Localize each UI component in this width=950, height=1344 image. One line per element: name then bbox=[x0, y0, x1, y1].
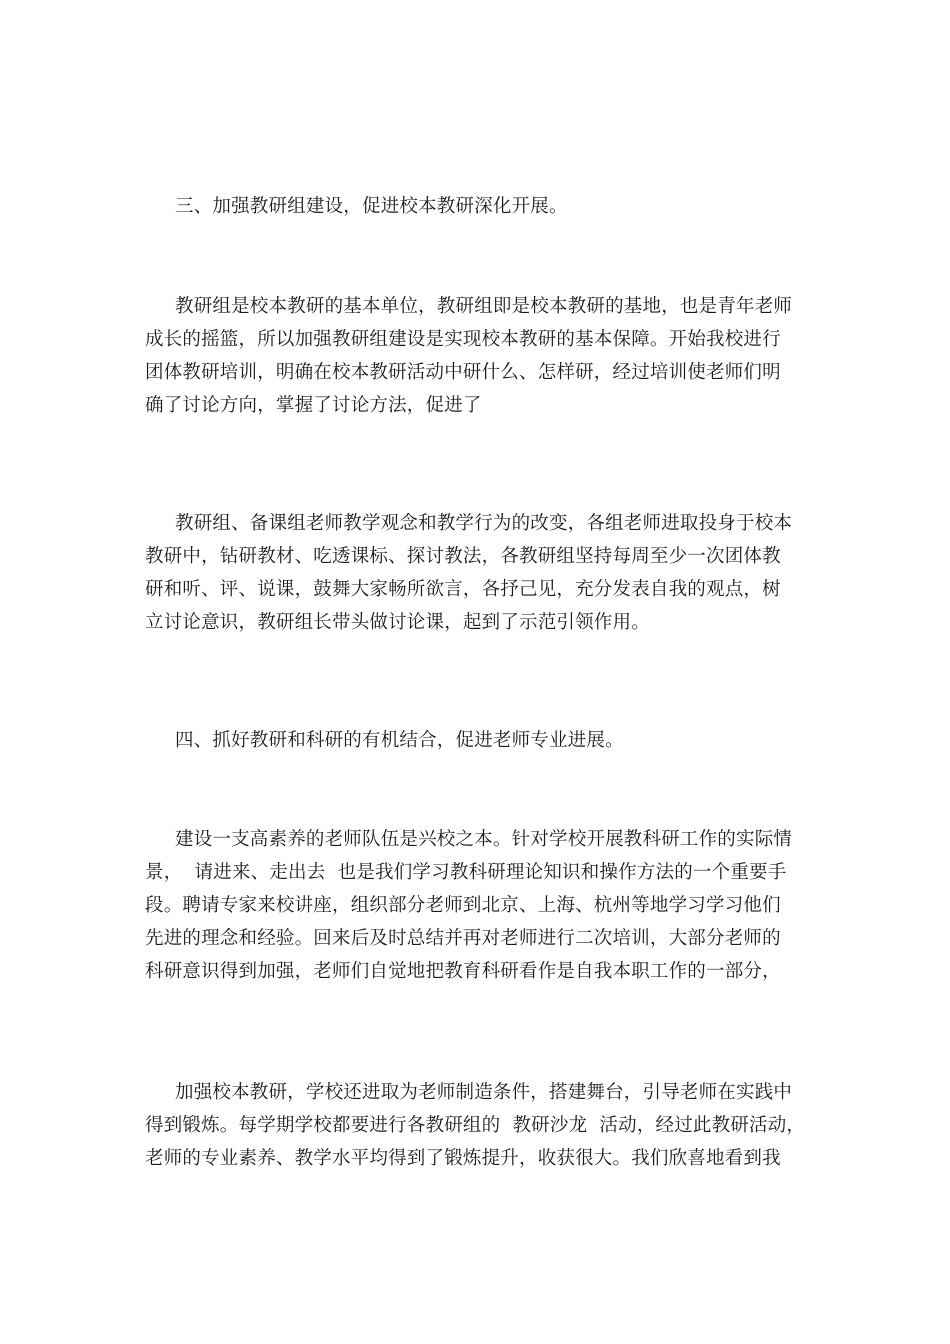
paragraph-3 bbox=[145, 823, 815, 988]
paragraph-line: 教研组、备课组老师教学观念和教学行为的改变，各组老师进取投身于校本 bbox=[175, 513, 793, 534]
paragraph-line: 确了讨论方向，掌握了讨论方法，促进了 bbox=[145, 395, 482, 416]
paragraph-line: 成长的摇篮，所以加强教研组建设是实现校本教研的基本保障。开始我校进行 bbox=[145, 329, 781, 350]
section-heading-3 bbox=[145, 190, 815, 223]
paragraph-line: 得到锻炼。每学期学校都要进行各教研组的 教研沙龙 活动，经过此教研活动， bbox=[145, 1115, 806, 1136]
paragraph-line: 景， 请进来、走出去 也是我们学习教科研理论知识和操作方法的一个重要手 bbox=[145, 862, 787, 883]
paragraph-line: 段。聘请专家来校讲座，组织部分老师到北京、上海、杭州等地学习学习他们 bbox=[145, 895, 781, 916]
paragraph-1 bbox=[145, 290, 815, 422]
paragraph-line: 老师的专业素养、教学水平均得到了锻炼提升，收获很大。我们欣喜地看到我 bbox=[145, 1148, 781, 1169]
paragraph-line: 建设一支高素养的老师队伍是兴校之本。针对学校开展教科研工作的实际情 bbox=[175, 829, 793, 850]
paragraph-line: 立讨论意识，教研组长带头做讨论课，起到了示范引领作用。 bbox=[145, 612, 650, 633]
paragraph-line: 研和听、评、说课，鼓舞大家畅所欲言，各抒己见，充分发表自我的观点，树 bbox=[145, 579, 781, 600]
paragraph-line: 教研中，钻研教材、吃透课标、探讨教法，各教研组坚持每周至少一次团体教 bbox=[145, 546, 781, 567]
section-heading-4 bbox=[145, 724, 815, 757]
paragraph-4 bbox=[145, 1076, 815, 1175]
paragraph-line: 团体教研培训，明确在校本教研活动中研什么、怎样研，经过培训使老师们明 bbox=[145, 362, 781, 383]
heading-text: 四、抓好教研和科研的有机结合，促进老师专业进展。 bbox=[175, 730, 624, 751]
paragraph-line: 教研组是校本教研的基本单位，教研组即是校本教研的基地，也是青年老师 bbox=[175, 296, 793, 317]
paragraph-line: 科研意识得到加强，老师们自觉地把教育科研看作是自我本职工作的一部分， bbox=[145, 961, 781, 982]
heading-text: 三、加强教研组建设，促进校本教研深化开展。 bbox=[175, 196, 568, 217]
paragraph-2 bbox=[145, 507, 815, 639]
paragraph-line: 加强校本教研，学校还进取为老师制造条件，搭建舞台，引导老师在实践中 bbox=[175, 1082, 793, 1103]
paragraph-line: 先进的理念和经验。回来后及时总结并再对老师进行二次培训，大部分老师的 bbox=[145, 928, 781, 949]
